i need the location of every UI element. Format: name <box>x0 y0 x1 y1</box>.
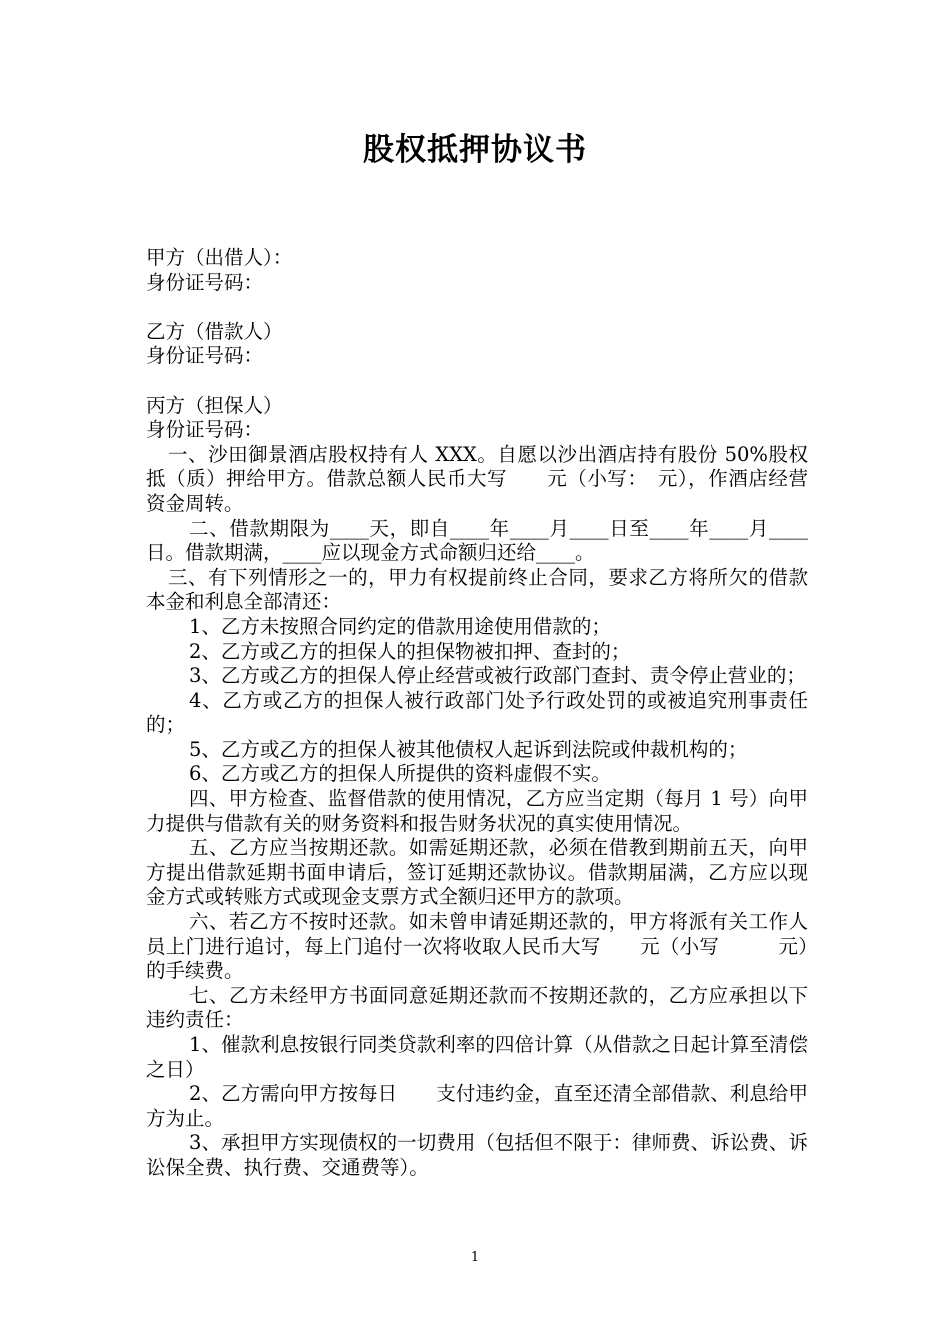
clause-3-item-6: 6、乙方或乙方的担保人所提供的资料虚假不实。 <box>189 762 611 786</box>
clause-5: 五、乙方应当按期还款。如需延期还款，必须在借教到期前五天，向甲方提出借款延期书面申请后，签订延期还款协议。借款期届满，乙方应以现金方式或转账方式或现金支票方式全额归还甲方的款项。 <box>146 836 808 909</box>
clause-3-item-5: 5、乙方或乙方的担保人被其他债权人起诉到法院或仲裁机构的； <box>189 737 748 761</box>
clause-2: 二、借款期限为____天，即自____年____月____日至____年____月____日。借款期满，____应以现金方式命额归还给____。 <box>146 516 808 565</box>
party-c-id-label: 身份证号码： <box>146 418 264 442</box>
party-c-label: 丙方（担保人） <box>146 393 283 417</box>
party-b-label: 乙方（借款人） <box>146 319 283 343</box>
party-a-label: 甲方（出借人）： <box>146 246 293 269</box>
party-b-id-label: 身份证号码： <box>146 344 264 368</box>
clause-4: 四、甲方检查、监督借款的使用情况，乙方应当定期（每月 1 号）向甲力提供与借款有关的财务资料和报告财务状况的真实使用情况。 <box>146 787 808 835</box>
clause-3-item-4: 4、乙方或乙方的担保人被行政部门处予行政处罚的或被追究刑事责任的； <box>146 688 808 737</box>
spacer <box>146 369 808 394</box>
clause-7: 七、乙方未经甲方书面同意延期还款而不按期还款的，乙方应承担以下违约责任： <box>146 983 808 1032</box>
document-title: 股权抵押协议书 <box>363 132 587 168</box>
clause-1: 一、沙田御景酒店股权持有人 XXX。自愿以沙出酒店持有股份 50%股权抵（质）押给甲方。借款总额人民币大写 元（小写： 元），作酒店经营资金周转。 <box>146 442 808 515</box>
document-body <box>146 246 808 1181</box>
clause-3-item-3: 3、乙方或乙方的担保人停止经营或被行政部门查封、责令停止营业的； <box>189 664 806 688</box>
clause-7-item-3: 3、承担甲方实现债权的一切费用（包括但不限于：律师费、诉讼费、诉讼保全费、执行费、交通费等）。 <box>146 1131 808 1179</box>
clause-3: 三、有下列情形之一的，甲力有权提前终止合同，要求乙方将所欠的借款本金和利息全部清还： <box>146 565 808 614</box>
spacer <box>146 295 808 320</box>
clause-3-item-1: 1、乙方未按照合同约定的借款用途使用借款的； <box>189 614 611 638</box>
clause-7-item-1: 1、催款利息按银行同类贷款利率的四倍计算（从借款之日起计算至清偿之日） <box>146 1033 808 1081</box>
page-number: 1 <box>470 1250 480 1265</box>
clause-7-item-2: 2、乙方需向甲方按每日 支付违约金，直至还清全部借款、利息给甲方为止。 <box>146 1082 808 1130</box>
clause-6: 六、若乙方不按时还款。如未曾申请延期还款的，甲方将派有关工作人员上门进行追讨，每上门追付一次将收取人民币大写 元（小写 元）的手续费。 <box>146 910 808 983</box>
party-a-id-label: 身份证号码： <box>146 270 264 294</box>
clause-3-item-2: 2、乙方或乙方的担保人的担保物被扣押、查封的； <box>189 639 631 663</box>
